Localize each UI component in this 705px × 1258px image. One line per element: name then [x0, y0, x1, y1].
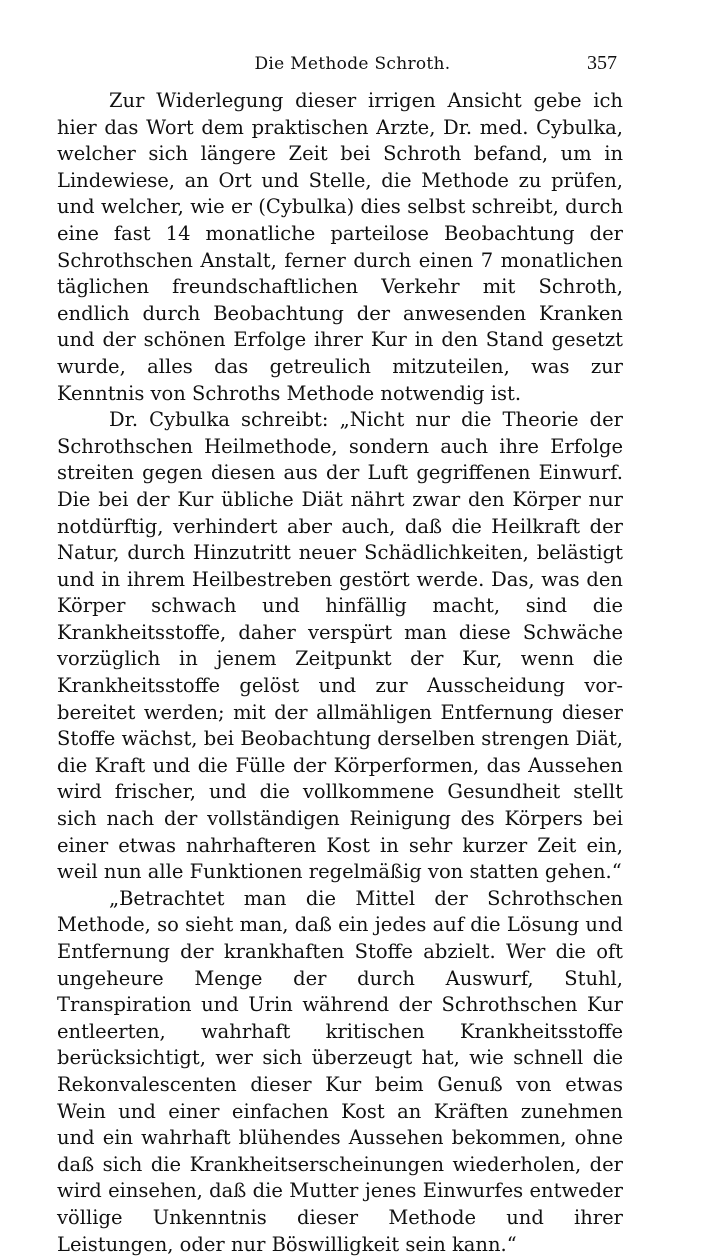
body-text	[57, 88, 623, 1258]
paragraph-1: Zur Widerlegung dieser irrigen Ansicht gebe ich hier das Wort dem praktischen Arzte, Dr. med. Cybulka, welcher sich längere Zeit bei Schroth befand, um in Lindewiese, an Ort und Stelle, die Methode zu prüfen, und welcher, wie er (Cybulka) dies selbst schreibt, durch eine fast 14 monatliche parteilose Beobachtung der Schrothschen Anstalt, ferner durch einen 7 monatlichen täglichen freundschaftlichen Verkehr mit Schroth, endlich durch Beobachtung der anwesenden Kranken und der schönen Erfolge ihrer Kur in den Stand gesetzt wurde, alles das getreulich mitzuteilen, was zur Kenntnis von Schroths Methode notwendig ist.	[57, 89, 623, 405]
running-title: Die Methode Schroth.	[254, 54, 451, 74]
page-number: 357	[587, 52, 617, 74]
paragraph-2: Dr. Cybulka schreibt: „Nicht nur die Theorie der Schrothschen Heilmethode, sondern auch ihre Erfolge streiten gegen diesen aus der Luft gegriffenen Einwurf. Die bei der Kur übliche Diät nährt zwar den Körper nur notdürftig, verhindert aber auch, daß die Heilkraft der Natur, durch Hinzutritt neuer Schädlichkeiten, belästigt und in ihrem Heilbestreben gestört werde. Das, was den Körper schwach und hinfällig macht, sind die Krankheitsstoffe, daher verspürt man diese Schwäche vorzüglich in jenem Zeitpunkt der Kur, wenn die Krankheitsstoffe gelöst und zur Ausscheidung vorbereitet werden; mit der allmähligen Entfernung dieser Stoffe wächst, bei Beobachtung derselben strengen Diät, die Kraft und die Fülle der Körperformen, das Aussehen wird frischer, und die vollkommene Gesundheit stellt sich nach der vollständigen Reinigung des Körpers bei einer etwas nahrhafteren Kost in sehr kurzer Zeit ein, weil nun alle Funktionen regelmäßig von statten gehen.“	[57, 408, 623, 884]
running-head	[0, 54, 705, 84]
paragraph-3: „Betrachtet man die Mittel der Schrothschen Methode, so sieht man, daß ein jedes auf die Lösung und Entfernung der krankhaften Stoffe abzielt. Wer die oft ungeheure Menge der durch Auswurf, Stuhl, Transpiration und Urin während der Schrothschen Kur entleerten, wahrhaft kritischen Krankheitsstoffe berücksichtigt, wer sich überzeugt hat, wie schnell die Rekonvalescenten dieser Kur beim Genuß von etwas Wein und einer einfachen Kost an Kräften zunehmen und ein wahrhaft blühendes Aussehen bekommen, ohne daß sich die Krankheitserscheinungen wiederholen, der wird einsehen, daß die Mutter jenes Einwurfes entweder völlige Unkenntnis dieser Methode und ihrer Leistungen, oder nur Böswilligkeit sein kann.“	[57, 886, 623, 1256]
